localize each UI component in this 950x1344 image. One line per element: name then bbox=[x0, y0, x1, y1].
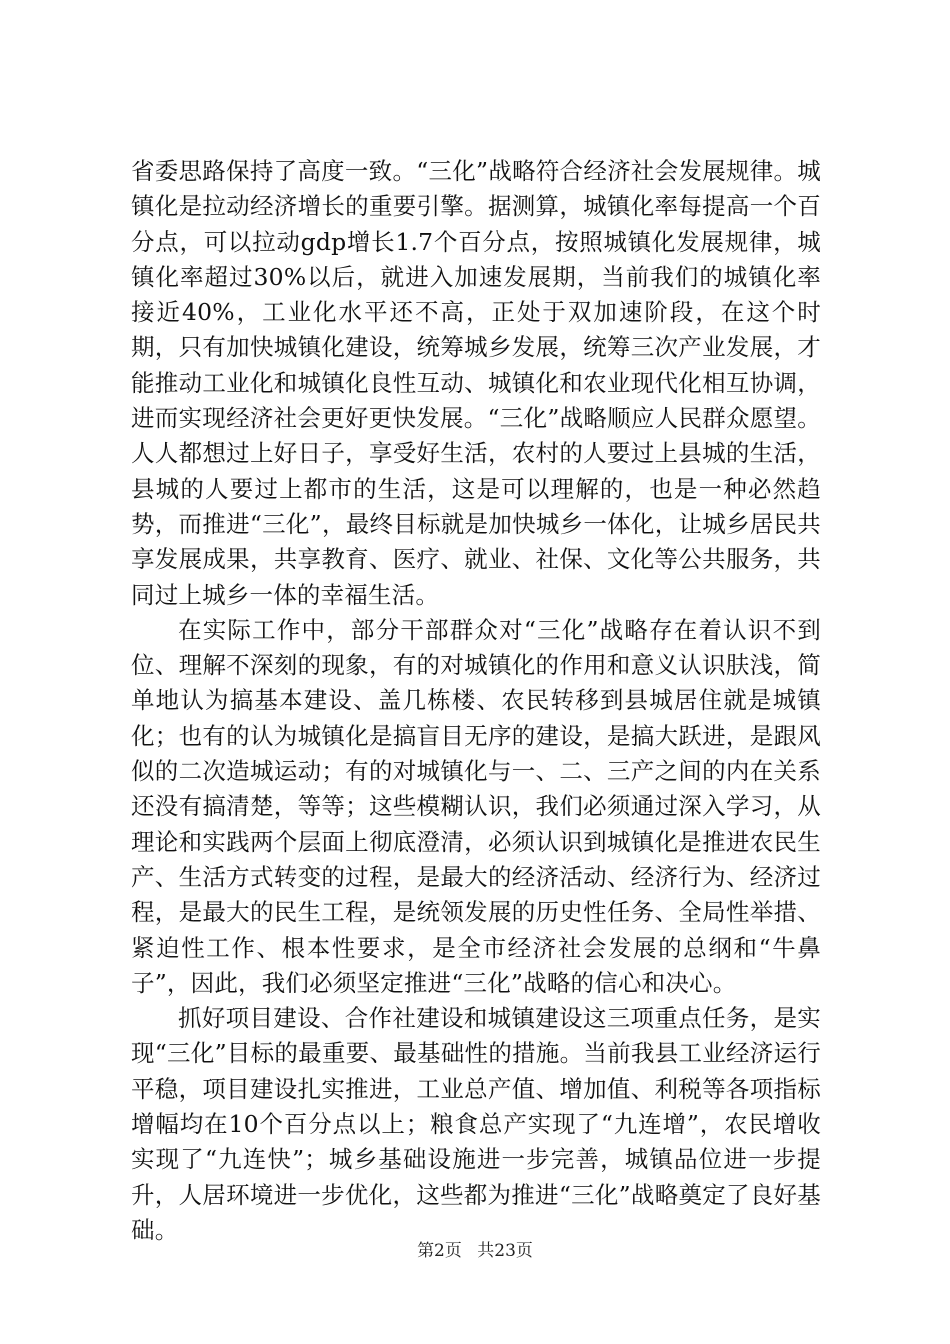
paragraph: 抓好项目建设、合作社建设和城镇建设这三项重点任务，是实现“三化”目标的最重要、最基础性的措施。当前我县工业经济运行平稳，项目建设扎实推进，工业总产值、增加值、利税等各项指标增幅均在10个百分点以上；粮食总产实现了“九连增”，农民增收实现了“九连快”；城乡基础设施进一步完善，城镇品位进一步提升，人居环境进一步优化，这些都为推进“三化”战略奠定了良好基础。 bbox=[131, 1004, 821, 1244]
document-body bbox=[131, 154, 821, 1248]
page-total: 共23页 bbox=[477, 1241, 533, 1261]
page-number: 第2页 bbox=[417, 1241, 462, 1261]
paragraph: 在实际工作中，部分干部群众对“三化”战略存在着认识不到位、理解不深刻的现象，有的对城镇化的作用和意义认识肤浅，简单地认为搞基本建设、盖几栋楼、农民转移到县城居住就是城镇化；也有的认为城镇化是搞盲目无序的建设，是搞大跃进，是跟风似的二次造城运动；有的对城镇化与一、二、三产之间的内在关系还没有搞清楚，等等；这些模糊认识，我们必须通过深入学习，从理论和实践两个层面上彻底澄清，必须认识到城镇化是推进农民生产、生活方式转变的过程，是最大的经济活动、经济行为、经济过程，是最大的民生工程，是统领发展的历史性任务、全局性举措、紧迫性工作、根本性要求，是全市经济社会发展的总纲和“牛鼻子”，因此，我们必须坚定推进“三化”战略的信心和决心。 bbox=[131, 615, 821, 997]
page-footer bbox=[0, 1241, 950, 1261]
paragraph-continued: 省委思路保持了高度一致。“三化”战略符合经济社会发展规律。城镇化是拉动经济增长的重要引擎。据测算，城镇化率每提高一个百分点，可以拉动gdp增长1.7个百分点，按照城镇化发展规律，城镇化率超过30%以后，就进入加速发展期，当前我们的城镇化率接近40%，工业化水平还不高，正处于双加速阶段，在这个时期，只有加快城镇化建设，统筹城乡发展，统筹三次产业发展，才能推动工业化和城镇化良性互动、城镇化和农业现代化相互协调，进而实现经济社会更好更快发展。“三化”战略顺应人民群众愿望。人人都想过上好日子，享受好生活，农村的人要过上县城的生活，县城的人要过上都市的生活，这是可以理解的，也是一种必然趋势，而推进“三化”，最终目标就是加快城乡一体化，让城乡居民共享发展成果，共享教育、医疗、就业、社保、文化等公共服务，共同过上城乡一体的幸福生活。 bbox=[131, 157, 821, 609]
